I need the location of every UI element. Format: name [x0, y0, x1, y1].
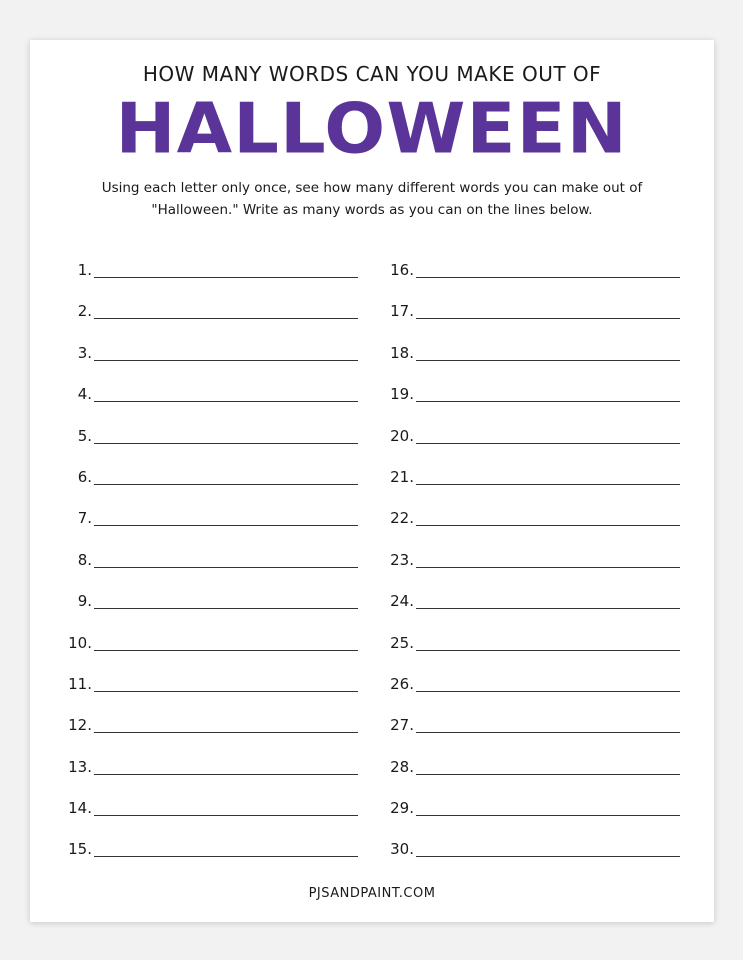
answer-line[interactable]: [94, 650, 358, 651]
answer-number: 24.: [390, 592, 414, 611]
answer-number: 7.: [77, 509, 92, 528]
answer-number: 21.: [390, 467, 414, 486]
answer-line[interactable]: [416, 567, 680, 568]
answer-row: [58, 798, 368, 839]
answer-row: [58, 426, 368, 467]
answer-row: [380, 633, 690, 674]
answer-number: 4.: [77, 385, 92, 404]
answer-column-left: [58, 260, 368, 881]
answer-line[interactable]: [416, 525, 680, 526]
answer-line[interactable]: [94, 774, 358, 775]
page-heading: HOW MANY WORDS CAN YOU MAKE OUT OF: [142, 62, 602, 86]
answer-row: [380, 715, 690, 756]
answer-number: 27.: [390, 716, 414, 735]
answer-row: [380, 384, 690, 425]
answer-row: [380, 839, 690, 880]
answer-row: [380, 798, 690, 839]
answer-line[interactable]: [416, 401, 680, 402]
answer-row: [58, 508, 368, 549]
answer-number: 29.: [390, 799, 414, 818]
answer-number: 18.: [390, 343, 414, 362]
answer-line[interactable]: [416, 815, 680, 816]
answer-row: [58, 550, 368, 591]
answer-number: 2.: [77, 302, 92, 321]
answer-row: [380, 674, 690, 715]
title-text: HALLOWEEN: [115, 90, 629, 170]
instructions-line-2: "Halloween." Write as many words as you can on the lines below.: [151, 202, 593, 218]
answer-number: 12.: [68, 716, 92, 735]
answer-number: 19.: [390, 385, 414, 404]
answer-number: 14.: [68, 799, 92, 818]
answer-line[interactable]: [416, 650, 680, 651]
worksheet-page: [30, 40, 714, 922]
answer-line[interactable]: [416, 277, 680, 278]
answer-row: [58, 757, 368, 798]
answer-line[interactable]: [94, 401, 358, 402]
answer-line[interactable]: [416, 774, 680, 775]
answer-line[interactable]: [416, 360, 680, 361]
answer-line[interactable]: [416, 856, 680, 857]
answer-line[interactable]: [94, 691, 358, 692]
answer-number: 10.: [68, 633, 92, 652]
answer-number: 28.: [390, 757, 414, 776]
answer-row: [380, 550, 690, 591]
answer-column-right: [380, 260, 690, 881]
answer-row: [380, 426, 690, 467]
answer-number: 11.: [68, 674, 92, 693]
answer-number: 8.: [77, 550, 92, 569]
answer-row: [380, 591, 690, 632]
answer-row: [58, 633, 368, 674]
instructions: [30, 177, 714, 221]
answer-row: [58, 384, 368, 425]
answer-line[interactable]: [416, 318, 680, 319]
answer-number: 17.: [390, 302, 414, 321]
answer-number: 13.: [68, 757, 92, 776]
answer-number: 26.: [390, 674, 414, 693]
answer-row: [58, 301, 368, 342]
instructions-line-1: Using each letter only once, see how many different words you can make out of: [101, 180, 643, 196]
answer-row: [380, 508, 690, 549]
answer-number: 20.: [390, 426, 414, 445]
answer-number: 30.: [390, 840, 414, 859]
answer-number: 16.: [390, 261, 414, 279]
answer-line[interactable]: [94, 732, 358, 733]
answer-row: [58, 467, 368, 508]
answer-line[interactable]: [94, 856, 358, 857]
answer-number: 23.: [390, 550, 414, 569]
answer-number: 25.: [390, 633, 414, 652]
page-title: [30, 92, 714, 168]
answer-number: 5.: [77, 426, 92, 445]
answer-line[interactable]: [94, 318, 358, 319]
answer-line[interactable]: [94, 484, 358, 485]
answer-number: 22.: [390, 509, 414, 528]
answer-line[interactable]: [94, 443, 358, 444]
answer-row: [380, 467, 690, 508]
answer-number: 9.: [77, 592, 92, 611]
answer-row: [58, 343, 368, 384]
answer-row: [58, 591, 368, 632]
answer-line[interactable]: [94, 525, 358, 526]
answer-line[interactable]: [416, 484, 680, 485]
answer-row: [380, 343, 690, 384]
answer-number: 6.: [77, 467, 92, 486]
answer-row: [58, 715, 368, 756]
answer-number: 3.: [77, 343, 92, 362]
answer-row: [58, 839, 368, 880]
answer-row: [380, 260, 690, 301]
answer-row: [380, 301, 690, 342]
answer-line[interactable]: [94, 815, 358, 816]
answer-line[interactable]: [416, 608, 680, 609]
answer-line[interactable]: [94, 567, 358, 568]
answer-row: [58, 674, 368, 715]
answer-line[interactable]: [94, 608, 358, 609]
answer-row: [380, 757, 690, 798]
answer-number: 1.: [77, 261, 92, 279]
answer-line[interactable]: [416, 732, 680, 733]
answer-row: [58, 260, 368, 301]
answer-line[interactable]: [416, 443, 680, 444]
footer-website: PJSANDPAINT.COM: [308, 886, 436, 901]
answer-line[interactable]: [416, 691, 680, 692]
answer-line[interactable]: [94, 277, 358, 278]
answer-line[interactable]: [94, 360, 358, 361]
answer-number: 15.: [68, 840, 92, 859]
